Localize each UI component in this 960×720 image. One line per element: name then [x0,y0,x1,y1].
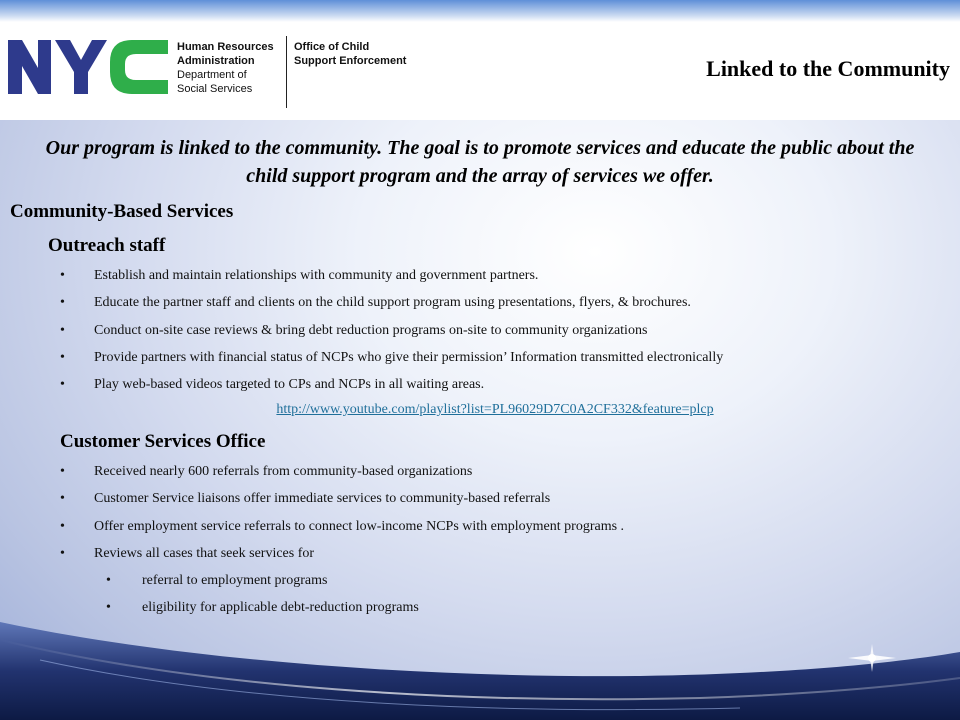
agency-line-3: Department of [177,69,247,81]
agency-line-2: Administration [177,55,255,67]
bullet-icon: • [60,545,65,561]
bullet-icon: • [60,518,65,534]
office-line-1: Office of Child [294,41,370,53]
decorative-wave [0,600,960,720]
agency-name [177,40,274,96]
section-heading: Community-Based Services [10,201,234,222]
header-divider [286,36,287,108]
bullet-icon: • [106,600,111,616]
office-line-2: Support Enforcement [294,55,407,67]
bullet-icon: • [60,349,65,365]
bullet-icon: • [60,268,65,283]
bullet-icon: • [60,322,65,338]
slide-title: Linked to the Community [706,56,950,81]
agency-line-1: Human Resources [177,41,274,53]
bullet-icon: • [60,491,65,507]
agency-line-4: Social Services [177,83,253,95]
office-name [294,40,406,68]
youtube-playlist-link[interactable]: http://www.youtube.com/playlist?list=PL96029D7C0A2CF332&feature=plcp [276,402,714,417]
header [0,22,960,120]
bullet-icon: • [60,377,65,393]
outreach-heading: Outreach staff [48,235,166,256]
top-gradient-bar [0,0,960,22]
intro-text: Our program is linked to the community. The goal is to promote services and educate the public about the child support program and the array of services we offer. [45,137,915,187]
bullet-icon: • [60,295,65,311]
customer-services-heading: Customer Services Office [60,431,266,452]
bullet-icon: • [106,573,111,589]
nyc-logo-text: NYC [6,38,9,39]
bullet-icon: • [60,464,65,479]
nyc-logo [6,38,170,98]
